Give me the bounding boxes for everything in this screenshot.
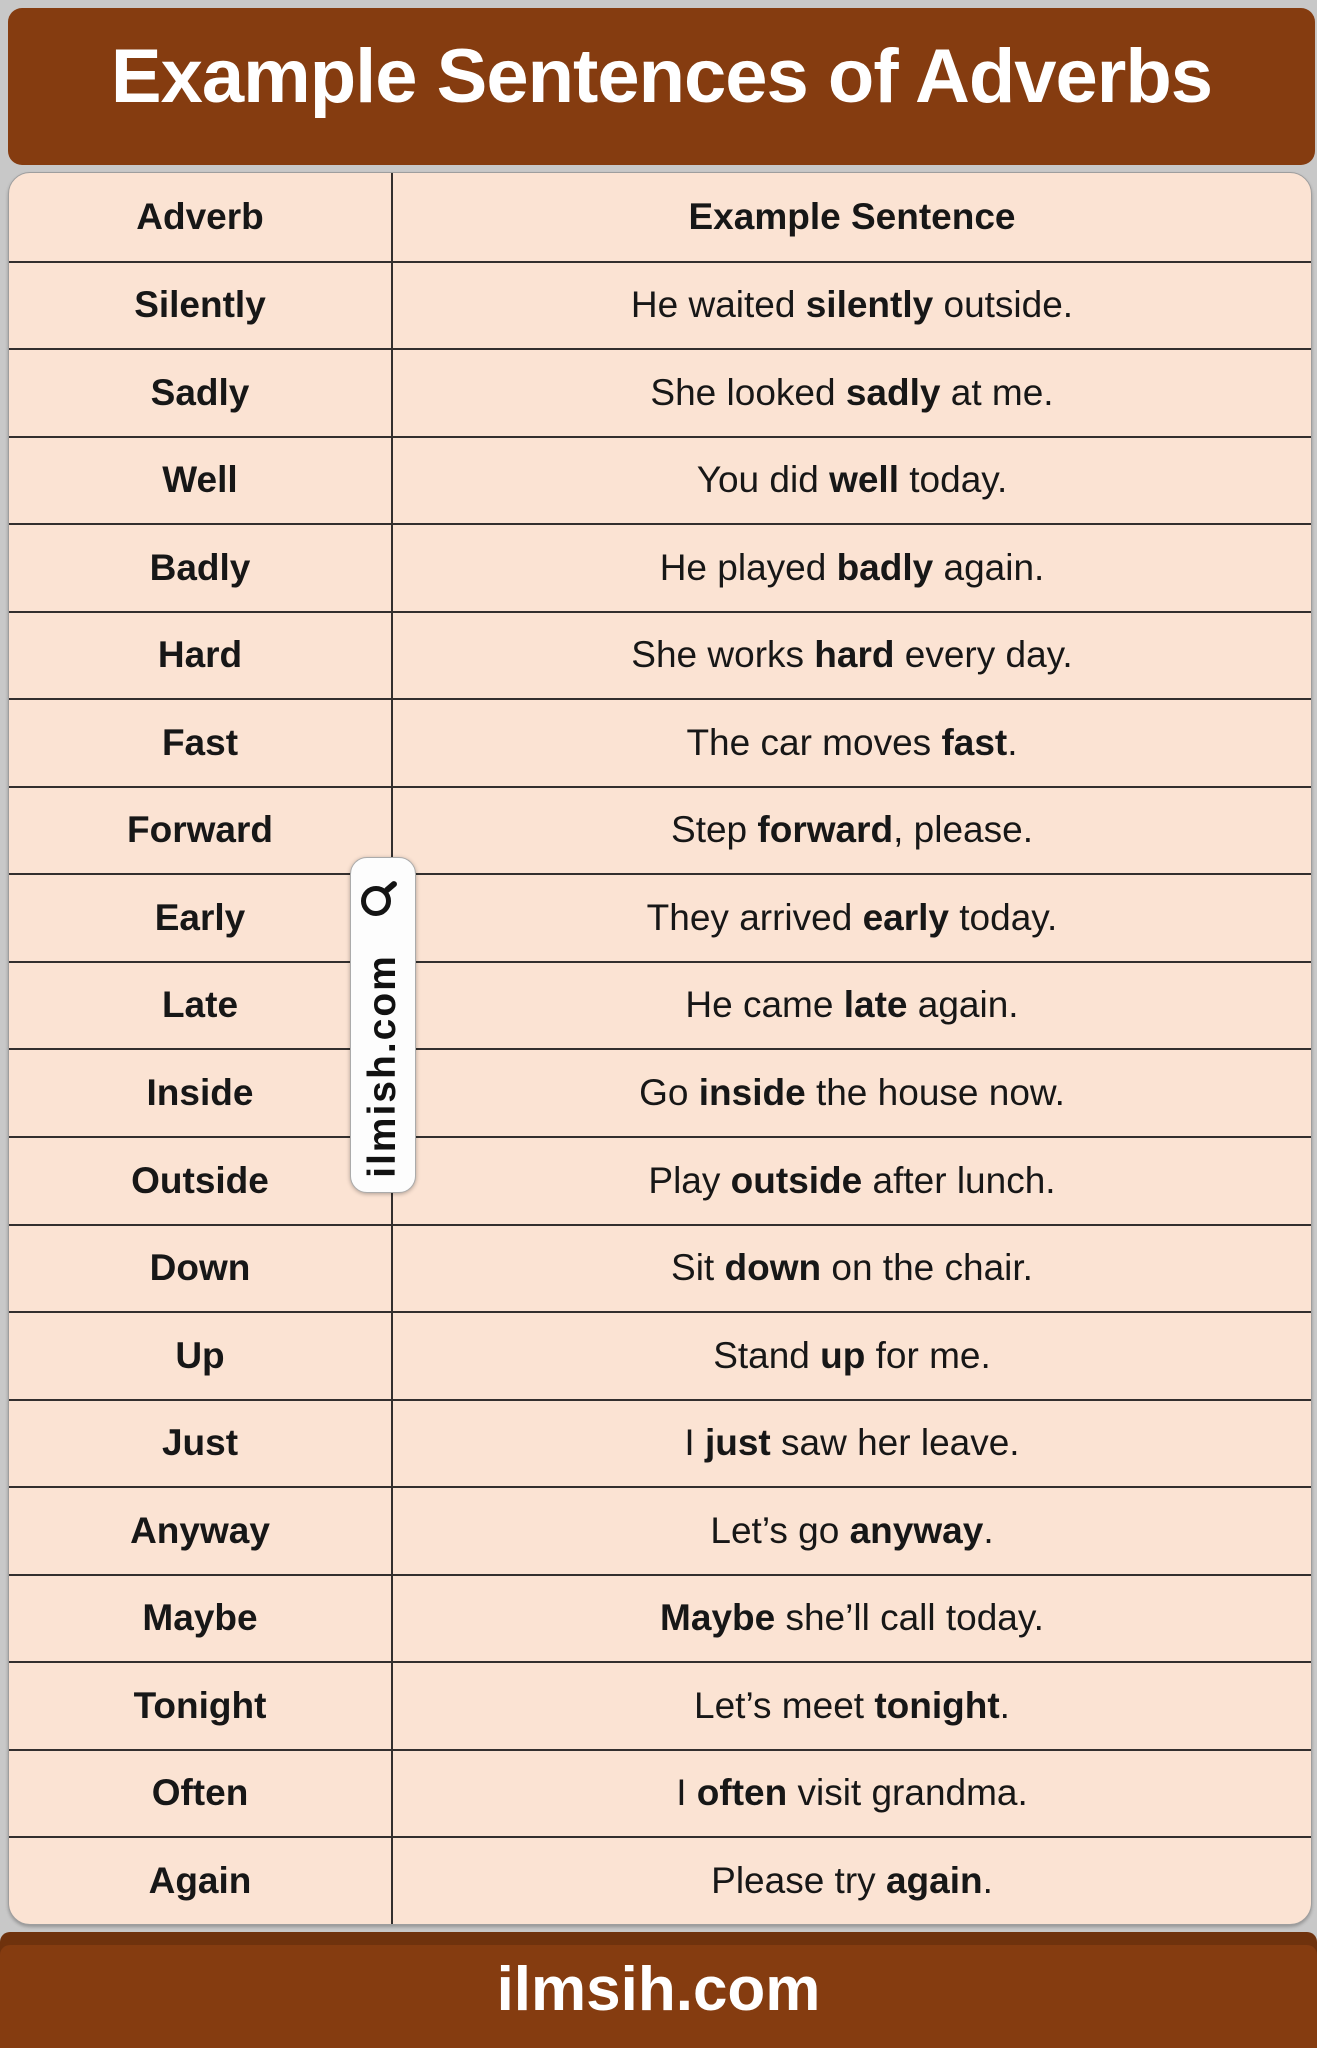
table-row xyxy=(9,1136,1311,1224)
table-row xyxy=(9,1836,1311,1924)
sentence-text: at me. xyxy=(940,371,1054,413)
magnifier-icon xyxy=(361,886,391,916)
footer-site-text: ilmsih.com xyxy=(496,1955,821,2024)
sentence-text: Go xyxy=(639,1071,699,1113)
table-row xyxy=(9,436,1311,524)
sentence-text: after lunch. xyxy=(862,1159,1056,1201)
sentence-text: , please. xyxy=(893,809,1033,851)
watermark-badge xyxy=(350,857,416,1193)
sentence-cell xyxy=(393,1138,1311,1224)
adverb-highlight: tonight xyxy=(874,1684,1000,1726)
sentence-text: Step xyxy=(671,809,758,851)
sentence-cell xyxy=(393,1226,1311,1312)
adverb-cell: Well xyxy=(9,438,393,524)
table-row xyxy=(9,1224,1311,1312)
table-row xyxy=(9,261,1311,349)
table-row xyxy=(9,1048,1311,1136)
table-row xyxy=(9,786,1311,874)
adverb-highlight: again xyxy=(885,1859,983,1901)
sentence-cell xyxy=(393,1663,1311,1749)
adverb-highlight: forward xyxy=(757,809,894,851)
table-row xyxy=(9,1486,1311,1574)
sentence-cell xyxy=(393,788,1311,874)
sentence-text: He waited xyxy=(630,284,806,326)
adverb-highlight: sadly xyxy=(845,371,941,413)
adverb-highlight: anyway xyxy=(849,1509,984,1551)
table-row xyxy=(9,1574,1311,1662)
sentence-cell xyxy=(393,700,1311,786)
sentence-text: the house now. xyxy=(805,1071,1065,1113)
table-row xyxy=(9,611,1311,699)
adverb-highlight: silently xyxy=(805,284,934,326)
adverb-cell: Anyway xyxy=(9,1488,393,1574)
adverb-cell: Early xyxy=(9,875,393,961)
table-row xyxy=(9,698,1311,786)
adverb-cell: Silently xyxy=(9,263,393,349)
adverb-highlight: down xyxy=(724,1247,822,1289)
sentence-text: She looked xyxy=(650,371,846,413)
table-row xyxy=(9,523,1311,611)
sentence-text: . xyxy=(983,1509,994,1551)
adverb-cell: Down xyxy=(9,1226,393,1312)
adverb-cell: Tonight xyxy=(9,1663,393,1749)
sentence-text: He played xyxy=(659,546,837,588)
sentence-text: Stand xyxy=(713,1334,821,1376)
table-body xyxy=(9,261,1311,1924)
adverb-cell: Badly xyxy=(9,525,393,611)
column-header-example-sentence: Example Sentence xyxy=(688,195,1016,237)
adverb-highlight: Maybe xyxy=(660,1597,776,1639)
footer-banner xyxy=(0,1932,1317,2048)
column-header-adverb: Adverb xyxy=(9,173,393,261)
adverb-highlight: badly xyxy=(836,546,934,588)
table-row xyxy=(9,348,1311,436)
sentence-cell xyxy=(393,1751,1311,1837)
table-row xyxy=(9,1311,1311,1399)
adverb-cell: Again xyxy=(9,1838,393,1924)
page-title: Example Sentences of Adverbs xyxy=(110,33,1213,119)
sentence-cell xyxy=(393,613,1311,699)
table-row xyxy=(9,1661,1311,1749)
sentence-cell xyxy=(393,963,1311,1049)
adverb-cell: Just xyxy=(9,1401,393,1487)
table-row xyxy=(9,873,1311,961)
sentence-cell xyxy=(393,263,1311,349)
adverb-highlight: hard xyxy=(814,634,895,676)
adverb-highlight: early xyxy=(862,896,949,938)
sentence-cell xyxy=(393,438,1311,524)
sentence-cell xyxy=(393,350,1311,436)
adverb-highlight: just xyxy=(704,1422,771,1464)
sentence-cell xyxy=(393,1401,1311,1487)
sentence-text: The car moves xyxy=(686,721,942,763)
adverb-cell: Often xyxy=(9,1751,393,1837)
sentence-cell xyxy=(393,525,1311,611)
adverb-highlight: well xyxy=(829,459,899,501)
table-row xyxy=(9,961,1311,1049)
sentence-text: They arrived xyxy=(646,896,863,938)
adverb-cell: Sadly xyxy=(9,350,393,436)
sentence-cell xyxy=(393,1050,1311,1136)
watermark-text: ilmish.com xyxy=(361,954,404,1178)
sentence-text: I xyxy=(684,1422,705,1464)
table-row xyxy=(9,1749,1311,1837)
adverb-table xyxy=(8,172,1312,1925)
sentence-text: He came xyxy=(685,984,844,1026)
sentence-text: . xyxy=(999,1684,1010,1726)
adverb-highlight: often xyxy=(696,1772,788,1814)
header-banner xyxy=(8,8,1315,165)
table-header-row xyxy=(9,173,1311,261)
sentence-text: every day. xyxy=(894,634,1073,676)
sentence-text: again. xyxy=(933,546,1045,588)
sentence-text: today. xyxy=(949,896,1058,938)
sentence-text: for me. xyxy=(865,1334,991,1376)
sentence-cell xyxy=(393,1576,1311,1662)
adverb-cell: Forward xyxy=(9,788,393,874)
sentence-text: Play xyxy=(648,1159,731,1201)
adverb-cell: Inside xyxy=(9,1050,393,1136)
sentence-cell xyxy=(393,1313,1311,1399)
sentence-text: Let’s meet xyxy=(694,1684,875,1726)
sentence-text: . xyxy=(1007,721,1018,763)
adverb-highlight: inside xyxy=(698,1071,806,1113)
sentence-text: Please try xyxy=(711,1859,886,1901)
table-row xyxy=(9,1399,1311,1487)
sentence-text: Let’s go xyxy=(710,1509,850,1551)
sentence-text: on the chair. xyxy=(821,1247,1033,1289)
sentence-text: saw her leave. xyxy=(770,1422,1020,1464)
adverb-highlight: outside xyxy=(730,1159,863,1201)
adverb-cell: Outside xyxy=(9,1138,393,1224)
sentence-cell xyxy=(393,875,1311,961)
adverb-cell: Up xyxy=(9,1313,393,1399)
sentence-text: she’ll call today. xyxy=(775,1597,1044,1639)
adverb-cell: Fast xyxy=(9,700,393,786)
sentence-text: I xyxy=(676,1772,697,1814)
sentence-text: today. xyxy=(898,459,1008,501)
sentence-text: . xyxy=(982,1859,993,1901)
adverb-highlight: fast xyxy=(941,721,1008,763)
sentence-text: You did xyxy=(696,459,830,501)
adverb-cell: Maybe xyxy=(9,1576,393,1662)
sentence-text: visit grandma. xyxy=(787,1772,1028,1814)
adverb-highlight: up xyxy=(820,1334,866,1376)
adverb-cell: Late xyxy=(9,963,393,1049)
sentence-cell xyxy=(393,1838,1311,1924)
sentence-text: Sit xyxy=(671,1247,725,1289)
sentence-cell xyxy=(393,1488,1311,1574)
sentence-text: outside. xyxy=(933,284,1074,326)
adverb-highlight: late xyxy=(843,984,908,1026)
sentence-text: She works xyxy=(631,634,815,676)
adverb-cell: Hard xyxy=(9,613,393,699)
sentence-text: again. xyxy=(907,984,1019,1026)
